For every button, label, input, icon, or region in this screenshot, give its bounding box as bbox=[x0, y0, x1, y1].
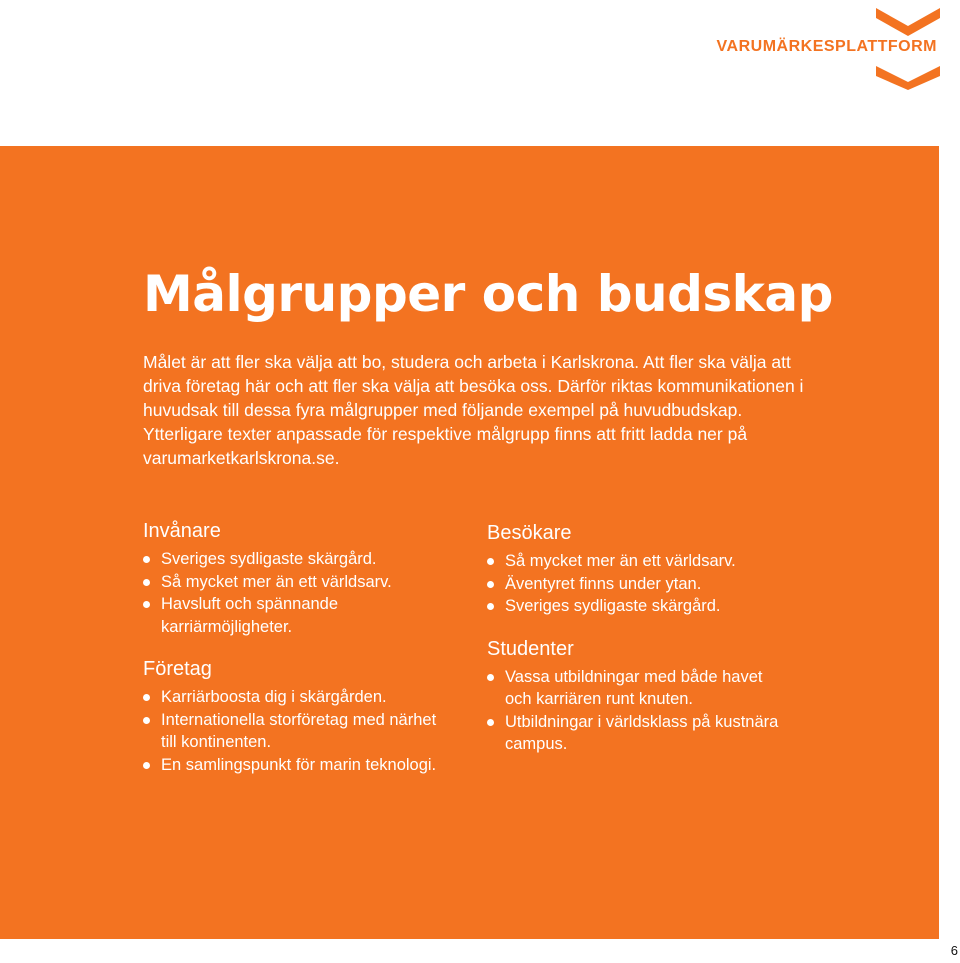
group-heading: Besökare bbox=[487, 522, 572, 544]
list-item: En samlingspunkt för marin teknologi. bbox=[143, 754, 443, 777]
list-item: Havsluft och spännande karriärmöjligheter. bbox=[143, 593, 443, 638]
group-heading: Företag bbox=[143, 658, 212, 680]
list-item: Så mycket mer än ett världsarv. bbox=[143, 571, 443, 594]
audience-group-residents bbox=[143, 518, 443, 638]
bullet-list bbox=[143, 548, 443, 638]
header-label: VARUMÄRKESPLATTFORM bbox=[716, 38, 937, 55]
list-item: Vassa utbildningar med både havet och karriären runt knuten. bbox=[487, 666, 787, 711]
group-heading: Studenter bbox=[487, 637, 574, 660]
group-heading: Invånare bbox=[143, 520, 221, 542]
page-number: 6 bbox=[950, 943, 958, 958]
audience-group-visitors bbox=[487, 520, 787, 618]
list-item: Sveriges sydligaste skärgård. bbox=[143, 548, 443, 571]
list-item: Äventyret finns under ytan. bbox=[487, 573, 787, 596]
list-item: Internationella storföretag med närhet till kontinenten. bbox=[143, 709, 443, 754]
list-item: Karriärboosta dig i skärgården. bbox=[143, 686, 443, 709]
bullet-list bbox=[143, 686, 443, 776]
page-title: Målgrupper och budskap bbox=[143, 265, 833, 323]
intro-paragraph: Målet är att fler ska välja att bo, studera och arbeta i Karlskrona. Att fler ska välja att driva företag här och att fler ska välja att besöka oss. Därför riktas kommunikationen i huvudsak till dessa fyra målgrupper med följande exempel på huvudbudskap. Ytterligare texter anpassade för respektive målgrupp finns att fritt ladda ner på varumarketkarlskrona.se. bbox=[143, 352, 804, 468]
bullet-list bbox=[487, 666, 787, 756]
list-item: Så mycket mer än ett världsarv. bbox=[487, 550, 787, 573]
audience-group-students bbox=[487, 636, 787, 756]
list-item: Utbildningar i världsklass på kustnära campus. bbox=[487, 711, 787, 756]
right-column bbox=[487, 520, 787, 774]
list-item: Sveriges sydligaste skärgård. bbox=[487, 595, 787, 618]
bullet-list bbox=[487, 550, 787, 618]
audience-group-companies bbox=[143, 656, 443, 776]
left-column bbox=[143, 518, 443, 794]
